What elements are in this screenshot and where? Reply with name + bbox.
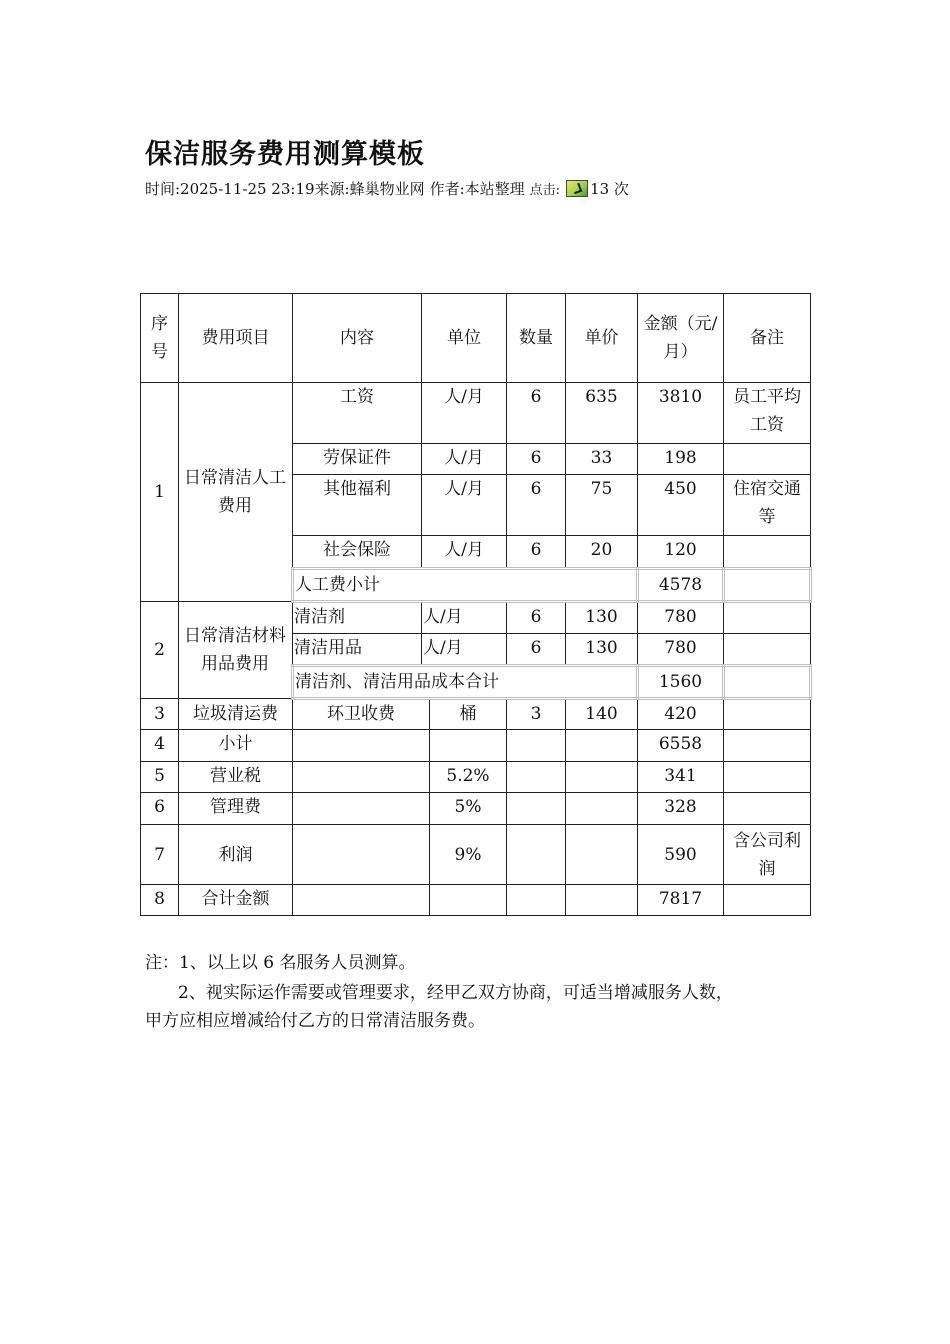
row-amount: 120 <box>638 536 724 569</box>
row-no: 2 <box>141 602 179 699</box>
row-amount: 780 <box>638 602 724 634</box>
row-amount: 328 <box>638 793 724 825</box>
row-amount: 198 <box>638 444 724 475</box>
note-line-2: 2、视实际运作需要或管理要求，经甲乙双方协商，可适当增减服务人数， <box>178 983 733 1003</box>
row-no: 7 <box>141 825 179 885</box>
row-content <box>293 885 430 916</box>
row-unit: 5.2% <box>430 762 507 793</box>
row-content <box>293 825 430 885</box>
meta-source: 来源:蜂巢物业网 <box>314 180 425 198</box>
row-item: 垃圾清运费 <box>179 699 293 730</box>
row-unit: 人/月 <box>422 475 507 536</box>
row-price <box>566 825 638 885</box>
row-content: 环卫收费 <box>293 699 430 730</box>
row-note <box>724 762 811 793</box>
row-qty: 6 <box>507 475 566 536</box>
row-unit: 人/月 <box>422 634 507 666</box>
row-no: 5 <box>141 762 179 793</box>
row-content <box>293 730 430 762</box>
meta-clicks-label: 点击: <box>529 183 561 198</box>
note-line-1: 注：1、以上以 6 名服务人员测算。 <box>145 953 416 973</box>
row-qty: 6 <box>507 602 566 634</box>
row-qty <box>507 825 566 885</box>
row-qty: 6 <box>507 634 566 666</box>
header-cell: 数量 <box>507 294 566 383</box>
row-note <box>724 793 811 825</box>
row-content <box>293 762 430 793</box>
row-amount: 420 <box>638 699 724 730</box>
header-cell: 内容 <box>293 294 422 383</box>
header-cell: 序号 <box>141 294 179 383</box>
fee-table <box>140 293 812 916</box>
header-cell: 单位 <box>422 294 507 383</box>
row-content: 其他福利 <box>293 475 422 536</box>
table-row <box>141 602 811 634</box>
header-cell: 金额（元/月） <box>638 294 724 383</box>
row-note <box>724 699 811 730</box>
row-price <box>566 762 638 793</box>
row-qty <box>507 793 566 825</box>
table-row <box>141 825 811 885</box>
row-price: 75 <box>566 475 638 536</box>
row-item: 合计金额 <box>179 885 293 916</box>
article-meta <box>145 178 629 199</box>
row-note: 含公司利润 <box>724 825 811 885</box>
row-note <box>724 730 811 762</box>
row-no: 1 <box>141 383 179 602</box>
table-header-row <box>141 294 811 383</box>
row-item: 小计 <box>179 730 293 762</box>
subtotal-amount: 4578 <box>638 569 724 602</box>
meta-time: 时间:2025-11-25 23:19 <box>145 180 315 198</box>
row-amount: 7817 <box>638 885 724 916</box>
subtotal-label: 人工费小计 <box>293 569 638 602</box>
row-qty: 6 <box>507 383 566 444</box>
row-amount: 6558 <box>638 730 724 762</box>
row-content: 社会保险 <box>293 536 422 569</box>
row-unit: 人/月 <box>422 383 507 444</box>
row-item: 营业税 <box>179 762 293 793</box>
table-row <box>141 730 811 762</box>
row-unit: 人/月 <box>422 444 507 475</box>
row-note <box>724 569 811 602</box>
row-item: 日常清洁人工费用 <box>179 383 293 602</box>
row-note: 住宿交通等 <box>724 475 811 536</box>
meta-clicks-count: 13 次 <box>590 180 629 198</box>
table-row <box>141 885 811 916</box>
row-amount: 341 <box>638 762 724 793</box>
row-note <box>724 634 811 666</box>
row-amount: 590 <box>638 825 724 885</box>
row-no: 3 <box>141 699 179 730</box>
row-qty: 6 <box>507 444 566 475</box>
row-unit <box>430 885 507 916</box>
table-row <box>141 762 811 793</box>
row-no: 4 <box>141 730 179 762</box>
click-count-icon <box>566 180 588 197</box>
row-qty: 6 <box>507 536 566 569</box>
row-qty <box>507 885 566 916</box>
row-content: 清洁用品 <box>293 634 422 666</box>
row-note <box>724 536 811 569</box>
table-row <box>141 383 811 444</box>
row-qty: 3 <box>507 699 566 730</box>
row-content: 工资 <box>293 383 422 444</box>
meta-author: 作者:本站整理 <box>429 180 525 198</box>
row-price: 33 <box>566 444 638 475</box>
header-cell: 费用项目 <box>179 294 293 383</box>
note-line-3: 甲方应相应增减给付乙方的日常清洁服务费。 <box>145 1011 485 1031</box>
row-content: 清洁剂 <box>293 602 422 634</box>
row-amount: 450 <box>638 475 724 536</box>
row-price <box>566 885 638 916</box>
row-price <box>566 793 638 825</box>
header-cell: 单价 <box>566 294 638 383</box>
row-content <box>293 793 430 825</box>
header-cell: 备注 <box>724 294 811 383</box>
row-unit: 人/月 <box>422 602 507 634</box>
row-item: 管理费 <box>179 793 293 825</box>
row-price: 130 <box>566 602 638 634</box>
row-unit <box>430 730 507 762</box>
row-amount: 780 <box>638 634 724 666</box>
row-unit: 5% <box>430 793 507 825</box>
row-amount: 3810 <box>638 383 724 444</box>
row-unit: 桶 <box>430 699 507 730</box>
row-item: 日常清洁材料用品费用 <box>179 602 293 699</box>
page-title: 保洁服务费用测算模板 <box>145 139 425 170</box>
row-unit: 9% <box>430 825 507 885</box>
row-note <box>724 885 811 916</box>
subtotal-amount: 1560 <box>638 666 724 699</box>
row-qty <box>507 762 566 793</box>
row-no: 6 <box>141 793 179 825</box>
row-price: 635 <box>566 383 638 444</box>
row-item: 利润 <box>179 825 293 885</box>
row-note <box>724 602 811 634</box>
table-row <box>141 793 811 825</box>
row-unit: 人/月 <box>422 536 507 569</box>
row-note <box>724 666 811 699</box>
row-content: 劳保证件 <box>293 444 422 475</box>
row-price: 130 <box>566 634 638 666</box>
row-no: 8 <box>141 885 179 916</box>
row-price: 20 <box>566 536 638 569</box>
row-price: 140 <box>566 699 638 730</box>
table-row <box>141 699 811 730</box>
row-note <box>724 444 811 475</box>
subtotal-label: 清洁剂、清洁用品成本合计 <box>293 666 638 699</box>
row-price <box>566 730 638 762</box>
row-note: 员工平均工资 <box>724 383 811 444</box>
row-qty <box>507 730 566 762</box>
